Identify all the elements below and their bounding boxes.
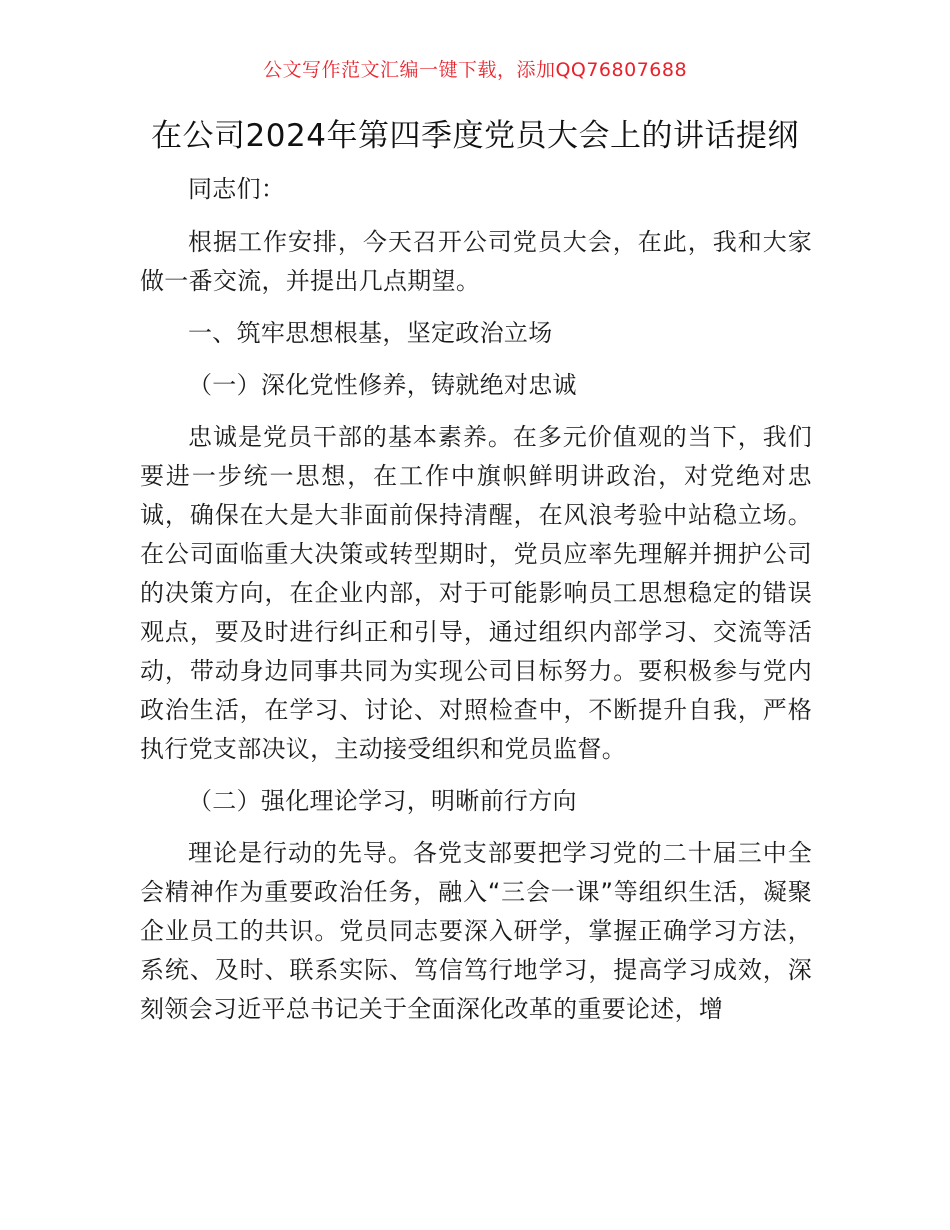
salutation: 同志们： bbox=[188, 175, 286, 203]
subsection-heading-1: （一）深化党性修养，铸就绝对忠诚 bbox=[188, 371, 577, 399]
subsection-paragraph-2: 理论是行动的先导。各党支部要把学习党的二十届三中全会精神作为重要政治任务，融入“三会一课”等组织生活，凝聚企业员工的共识。党员同志要深入研学，掌握正确学习方法，系统、及时、联系实际、笃信笃行地学习，提高学习成效，深刻领会习近平总书记关于全面深化改革的重要论述，增 bbox=[140, 839, 812, 1023]
watermark-banner: 公文写作范文汇编一键下载，添加QQ76807688 bbox=[262, 59, 688, 81]
document-title: 在公司2024年第四季度党员大会上的讲话提纲 bbox=[151, 118, 799, 154]
section-heading-1: 一、筑牢思想根基，坚定政治立场 bbox=[188, 319, 553, 347]
intro-paragraph: 根据工作安排，今天召开公司党员大会，在此，我和大家做一番交流，并提出几点期望。 bbox=[140, 228, 812, 295]
subsection-heading-2: （二）强化理论学习，明晰前行方向 bbox=[188, 787, 577, 815]
subsection-paragraph-1: 忠诚是党员干部的基本素养。在多元价值观的当下，我们要进一步统一思想，在工作中旗帜鲜明讲政治，对党绝对忠诚，确保在大是大非面前保持清醒，在风浪考验中站稳立场。在公司面临重大决策或转型期时，党员应率先理解并拥护公司的决策方向，在企业内部，对于可能影响员工思想稳定的错误观点，要及时进行纠正和引导，通过组织内部学习、交流等活动，带动身边同事共同为实现公司目标努力。要积极参与党内政治生活，在学习、讨论、对照检查中，不断提升自我，严格执行党支部决议，主动接受组织和党员监督。 bbox=[140, 423, 812, 763]
document-body bbox=[140, 170, 812, 1029]
